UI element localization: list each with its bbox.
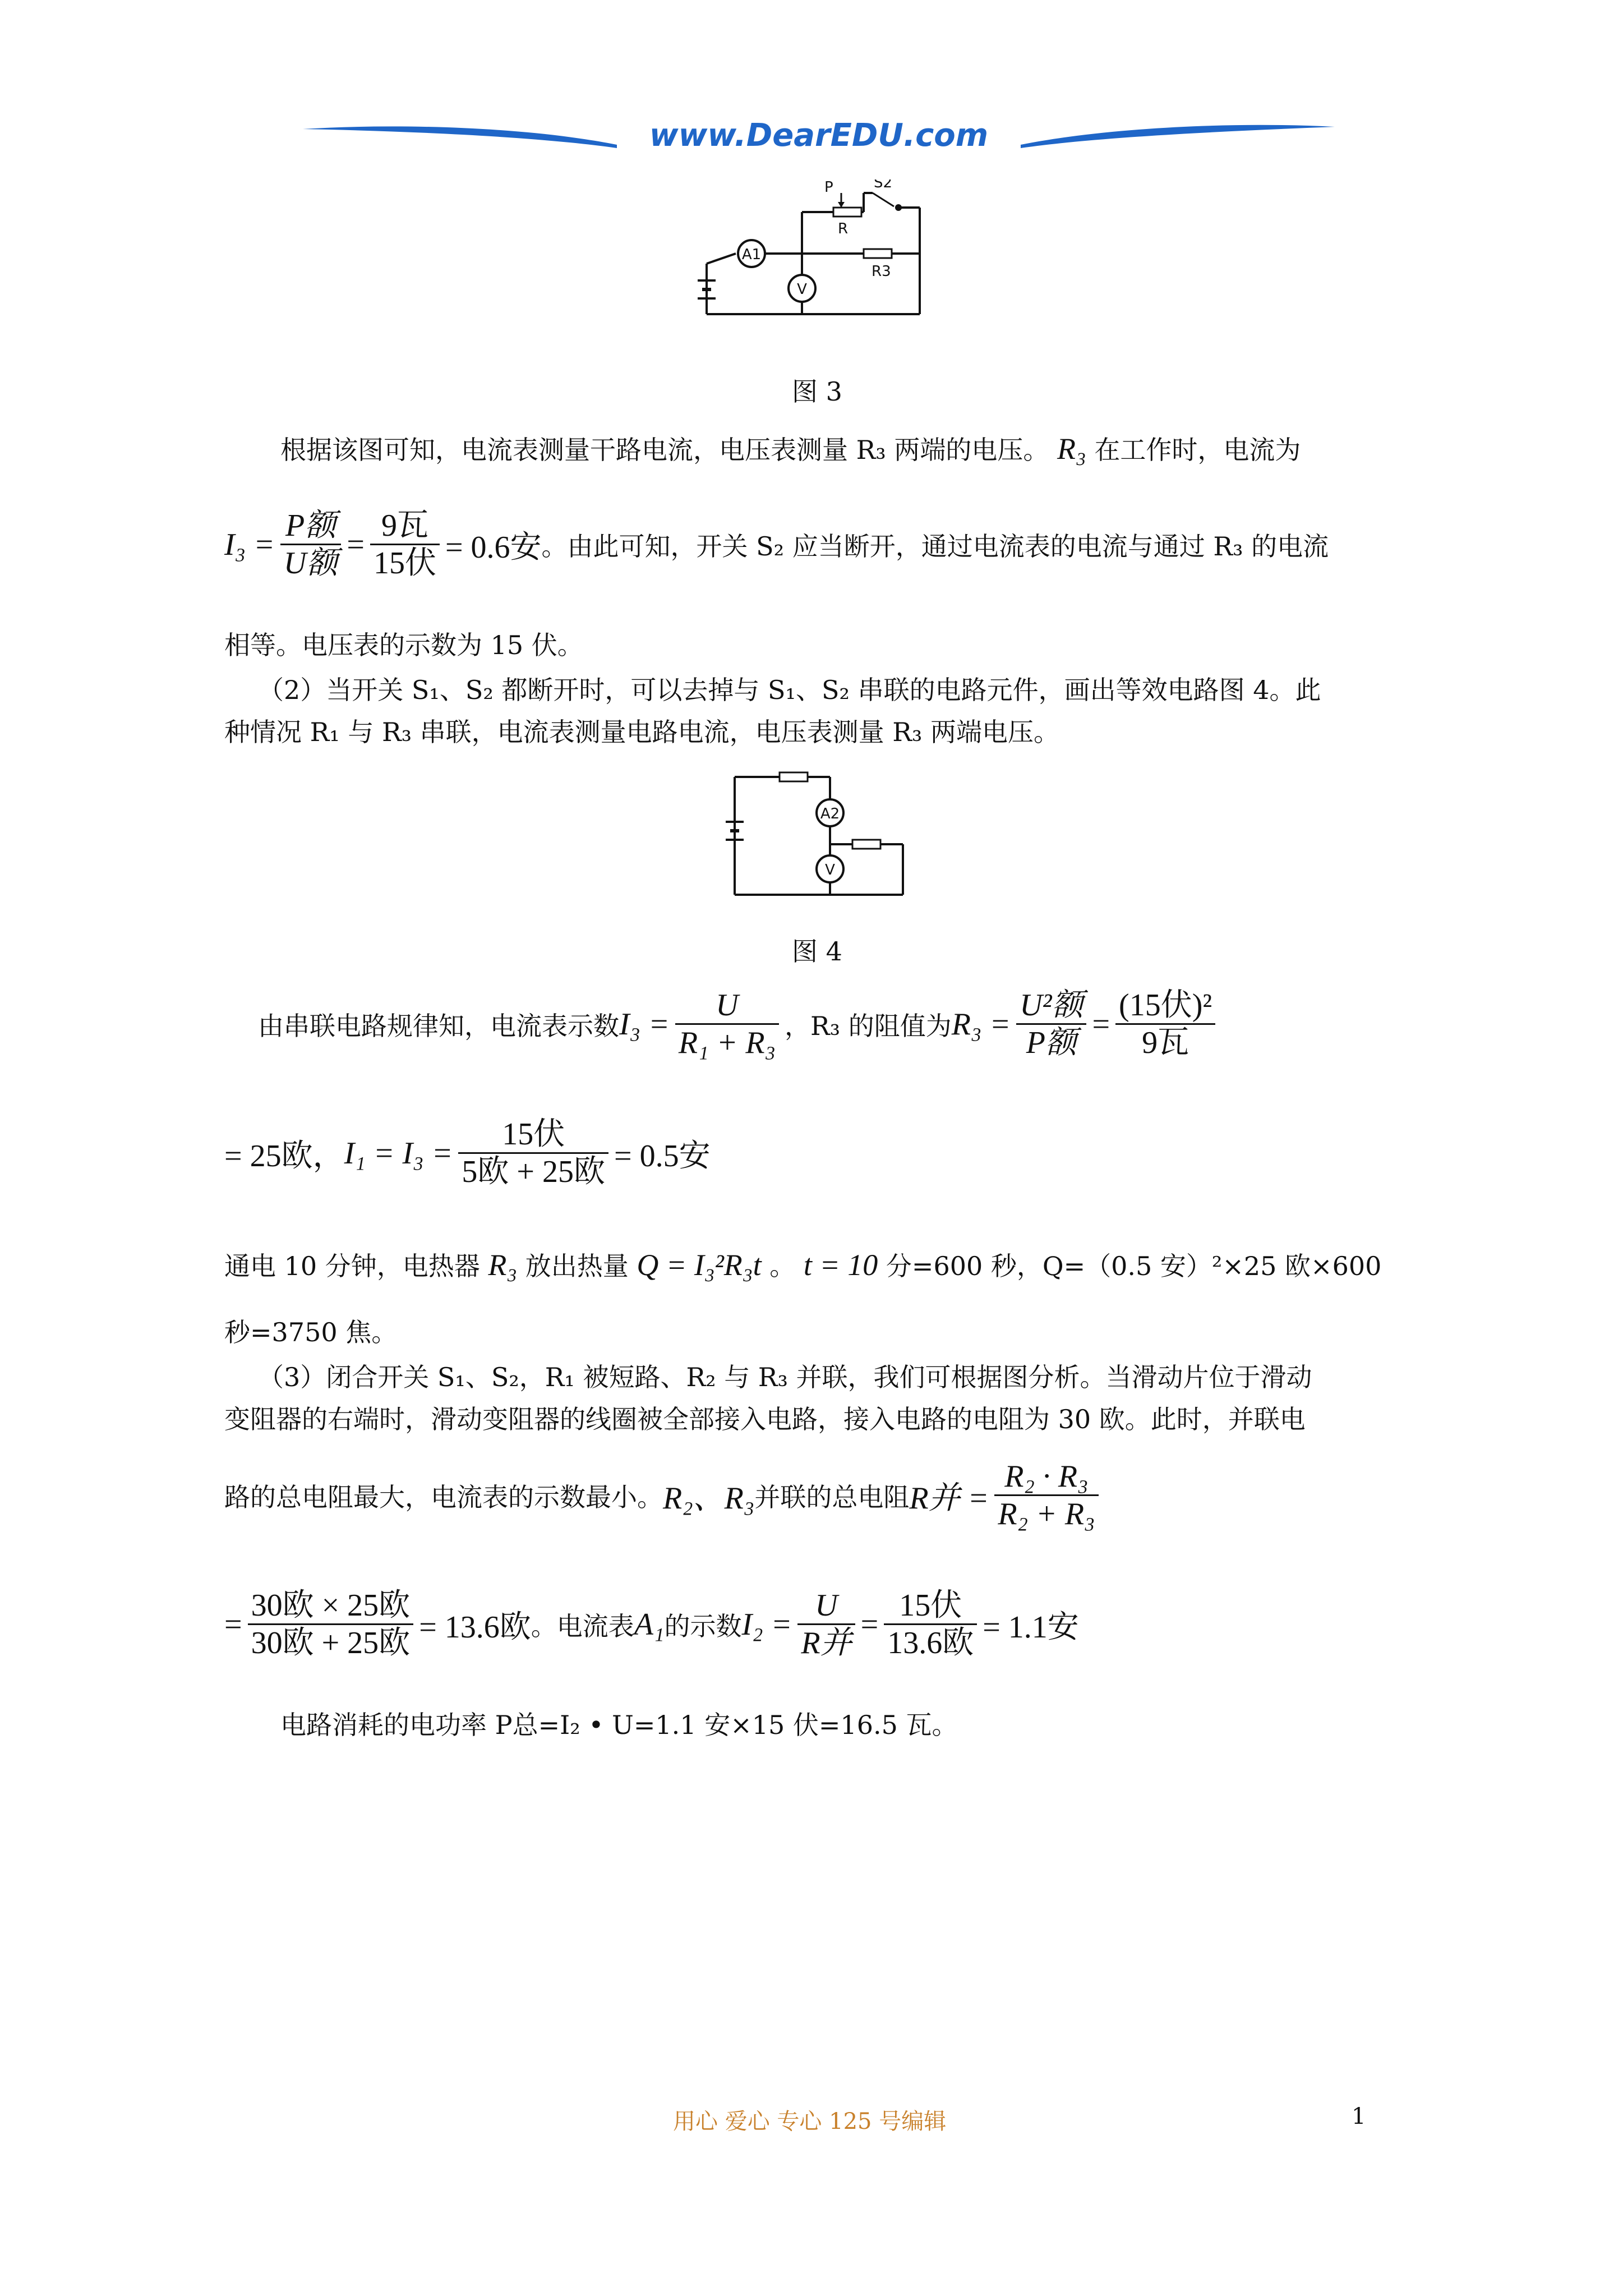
paragraph: 通电 10 分钟，电热器 R₃ 放出热量 Q = I₃²R₃t 。 t = 10 分=600 秒，Q=（0.5 安）²×25 欧×600 [224,1248,1382,1282]
fraction: $\frac{U}{\text{R₁ + R₃}}$ [675,987,779,1061]
fraction: $\frac{\text{30欧 × 25欧}}{\text{30欧 + 25欧}}$ [248,1588,414,1662]
paragraph: 根据该图可知，电流表测量干路电流，电压表测量 R₃ 两端的电压。 R₃ 在工作时，电流为 [280,432,1301,466]
fraction: $\frac{\text{15伏}}{\text{13.6欧}}$ [884,1588,977,1662]
footer-text: 用心 爱心 专心 125 号编辑 [673,2109,947,2134]
fraction: $\frac{\text{P额}}{\text{U额}}$ [280,508,341,582]
svg-text:R: R [838,220,849,237]
figure-4-circuit [723,760,914,906]
fraction: $\frac{\text{(15伏)²}}{\text{9瓦}}$ [1115,987,1215,1061]
paragraph: 变阻器的右端时，滑动变阻器的线圈被全部接入电路，接入电路的电阻为 30 欧。此时，并联电 [224,1404,1306,1434]
paragraph: 相等。电压表的示数为 15 伏。 [224,630,583,660]
figure-4-caption: 图 4 [792,936,842,967]
figure-3-caption: 图 3 [792,376,842,407]
fraction: $\frac{\text{R₂ · R₃}}{\text{R₂ + R₃}}$ [994,1458,1098,1533]
equation-line: I₃ = $\frac{\text{P额}}{\text{U额}}$ = $\frac{\text{9瓦}}{\text{15伏}}$ = 0.6安 。由此可知，开关 S₂ 应当断开，通过电流表的电流与通过 R₃ 的电流 [224,508,1329,581]
figure-3-circuit [695,180,931,325]
svg-text:A2: A2 [820,806,840,822]
svg-text:S2: S2 [874,180,893,191]
equation-line: 路的总电阻最大，电流表的示数最小。 R₂、R₃ 并联的总电阻 R并 = $\frac{\text{R₂ · R₃}}{\text{R₂ + R₃}}$ [224,1458,1104,1533]
paragraph: 秒=3750 焦。 [224,1317,398,1347]
equation-line: = $\frac{\text{30欧 × 25欧}}{\text{30欧 + 25欧}}$ = 13.6欧 。电流表 A₁ 的示数 I₂ = $\frac{U}{\text{R并}}$ = $\frac{\text{15伏}}{\text{13.6欧}}$ = 1.1安 [224,1588,1079,1661]
logo-text: www.DearEDU.com [649,117,989,154]
fraction: $\frac{\text{9瓦}}{\text{15伏}}$ [370,508,440,582]
svg-text:V: V [825,862,835,878]
svg-text:P: P [824,180,833,196]
page-number: 1 [1352,2104,1366,2129]
paragraph: （2）当开关 S₁、S₂ 都断开时，可以去掉与 S₁、S₂ 串联的电路元件，画出等效电路图 4。此 [258,675,1321,705]
equation-line: 由串联电路规律知，电流表示数 I₃ = $\frac{U}{\text{R₁ + R₃}}$ ，R₃ 的阻值为 R₃ = $\frac{\text{U²额}}{\text{P额}}$ = $\frac{\text{(15伏)²}}{\text{9瓦}}$ [258,987,1221,1061]
fraction: $\frac{\text{15伏}}{\text{5欧 + 25欧}}$ [458,1116,608,1190]
fraction: $\frac{U}{\text{R并}}$ [797,1588,855,1662]
svg-text:R3: R3 [872,263,891,280]
svg-text:A1: A1 [741,246,762,263]
paragraph: 种情况 R₁ 与 R₃ 串联，电流表测量电路电流，电压表测量 R₃ 两端电压。 [224,717,1059,747]
logo-swoosh-icon [303,112,1335,163]
fraction: $\frac{\text{U²额}}{\text{P额}}$ [1016,987,1086,1061]
equation-line: = 25欧， I₁ = I₃ = $\frac{\text{15伏}}{\text{5欧 + 25欧}}$ = 0.5安 [224,1117,711,1190]
paragraph: 电路消耗的电功率 P总=I₂ • U=1.1 安×15 伏=16.5 瓦。 [280,1710,958,1740]
svg-text:V: V [797,281,807,298]
header-logo [303,112,1335,163]
paragraph: （3）闭合开关 S₁、S₂，R₁ 被短路、R₂ 与 R₃ 并联，我们可根据图分析。当滑动片位于滑动 [258,1362,1312,1392]
